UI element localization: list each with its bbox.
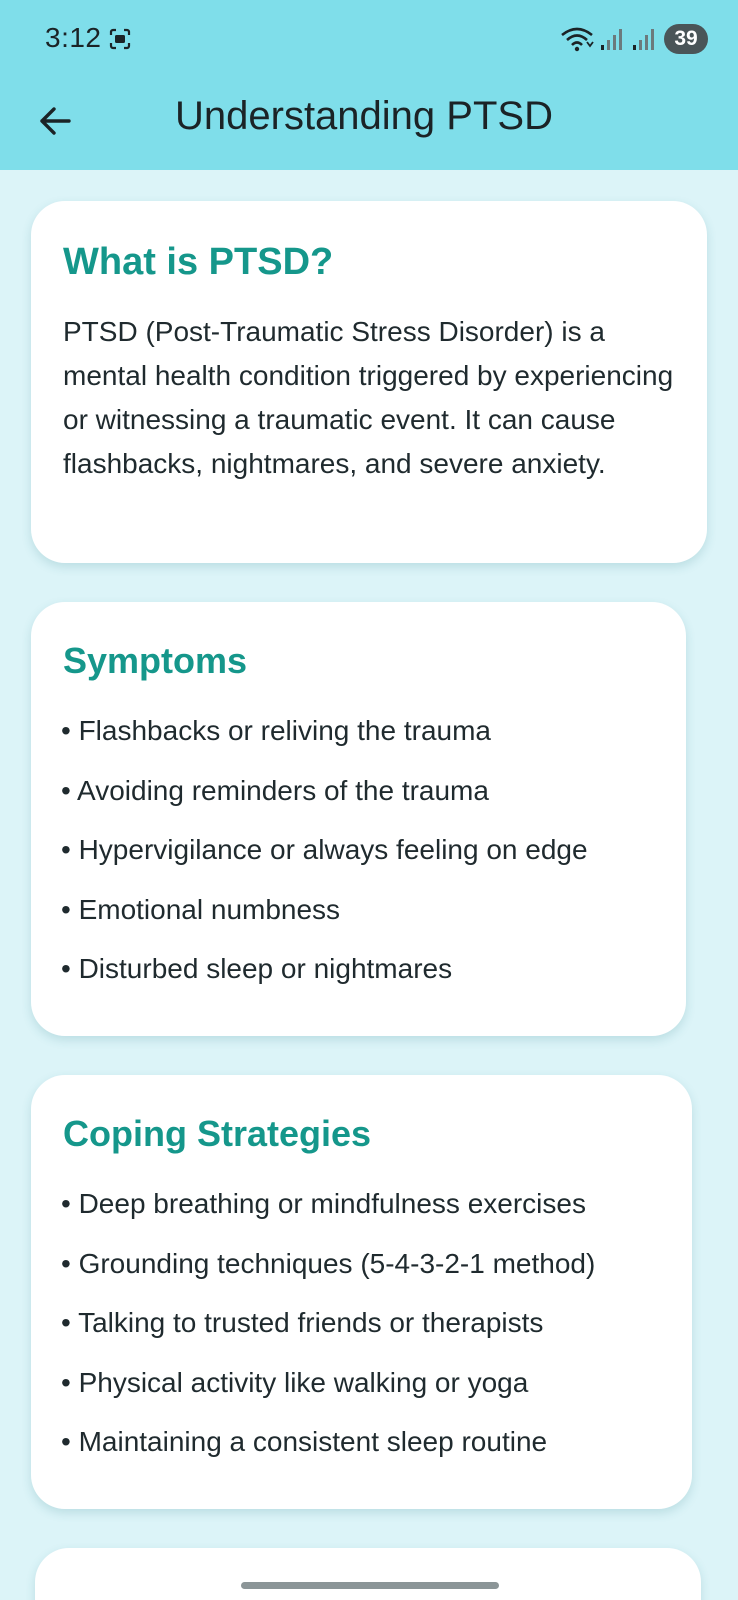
section-card-symptoms — [31, 602, 686, 1036]
signal-icon — [632, 27, 658, 51]
list-item: • Deep breathing or mindfulness exercises — [61, 1188, 586, 1219]
list-item: • Emotional numbness — [61, 893, 341, 925]
list-item: • Avoiding reminders of the trauma — [61, 774, 489, 806]
signal-icon — [600, 27, 626, 51]
list-item: • Flashbacks or reliving the trauma — [61, 715, 491, 746]
coping-strategies-list — [61, 1181, 595, 1479]
section-body: PTSD (Post-Traumatic Stress Disorder) is a mental health condition triggered by experiencing or witnessing a traumatic event. It can cause flashbacks, nightmares, and severe anxiety. — [63, 316, 674, 479]
back-button[interactable] — [30, 98, 80, 148]
section-title: Coping Strategies — [63, 1113, 372, 1154]
list-item: • Maintaining a consistent sleep routine — [61, 1426, 548, 1457]
section-card-coping-strategies — [31, 1075, 692, 1509]
top-bar — [0, 0, 738, 170]
list-item: • Grounding techniques (5-4-3-2-1 method) — [61, 1247, 596, 1279]
battery-indicator: 39 — [664, 24, 708, 54]
page-title: Understanding PTSD — [175, 94, 553, 138]
section-title: What is PTSD? — [63, 241, 334, 283]
status-bar — [0, 0, 738, 80]
section-card-partial — [35, 1548, 701, 1600]
section-title: Symptoms — [63, 640, 248, 681]
list-item: • Physical activity like walking or yoga — [61, 1366, 529, 1398]
symptoms-list — [61, 708, 588, 1006]
wifi-icon — [560, 26, 594, 52]
list-item: • Hypervigilance or always feeling on edge — [61, 834, 588, 865]
status-time: 3:12 — [45, 22, 102, 53]
list-item: • Disturbed sleep or nightmares — [61, 953, 453, 984]
app-bar — [0, 80, 738, 170]
home-indicator[interactable] — [241, 1582, 499, 1589]
section-card-what-is-ptsd — [31, 201, 707, 563]
status-icons — [560, 24, 708, 54]
list-item: • Talking to trusted friends or therapists — [61, 1307, 544, 1338]
screenshot-icon — [108, 27, 132, 51]
arrow-left-icon — [38, 104, 72, 143]
